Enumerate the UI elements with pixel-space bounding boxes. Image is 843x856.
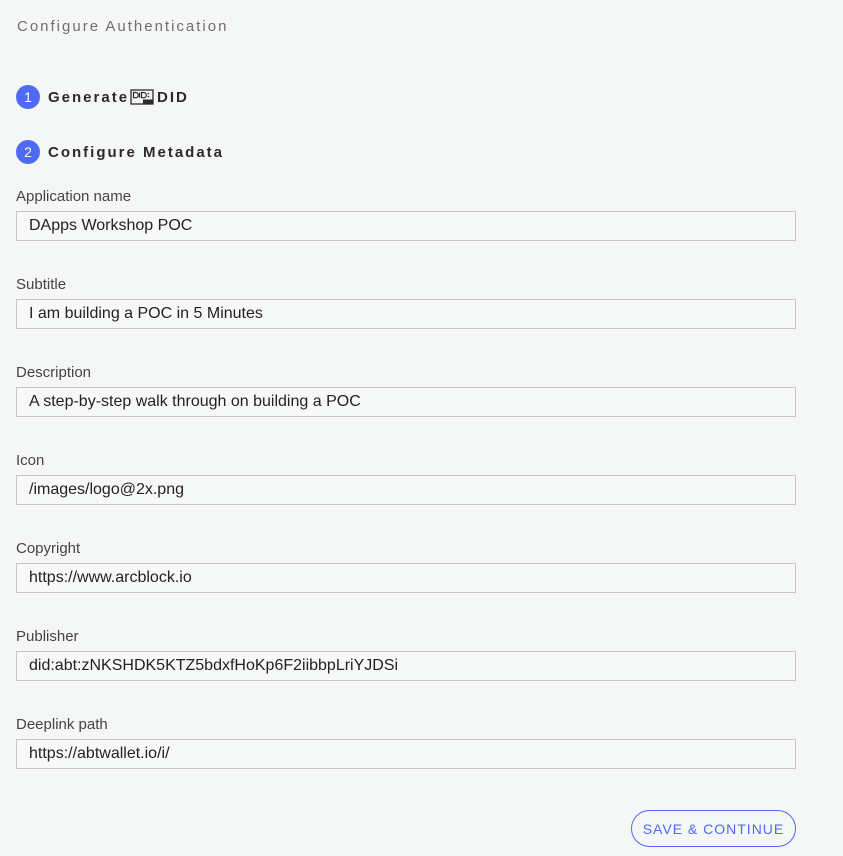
field-label: Publisher (16, 628, 79, 645)
step-configure-metadata (16, 140, 224, 164)
application-name-field (16, 188, 796, 241)
description-input[interactable] (16, 387, 796, 417)
field-label: Subtitle (16, 276, 67, 293)
field-label: Description (16, 364, 92, 381)
field-label: Deeplink path (16, 716, 108, 733)
deeplink-path-field (16, 716, 796, 769)
step-generate-did (16, 85, 189, 109)
publisher-input[interactable] (16, 651, 796, 681)
subtitle-input[interactable] (16, 299, 796, 329)
step-label: Configure Metadata (48, 143, 225, 161)
deeplink-path-input[interactable] (16, 739, 796, 769)
publisher-field (16, 628, 796, 681)
save-continue-button[interactable]: SAVE & CONTINUE (631, 810, 796, 847)
application-name-input[interactable] (16, 211, 796, 241)
subtitle-field (16, 276, 796, 329)
field-label: Icon (16, 452, 45, 469)
icon-field (16, 452, 796, 505)
icon-path-input[interactable] (16, 475, 796, 505)
step-label (48, 89, 189, 106)
description-field (16, 364, 796, 417)
field-label: Copyright (16, 540, 81, 557)
step-number-badge: 2 (16, 140, 40, 164)
copyright-input[interactable] (16, 563, 796, 593)
page-title: Configure Authentication (17, 18, 229, 35)
step-number-badge: 1 (16, 85, 40, 109)
step-label-text: DID (157, 88, 189, 106)
step-label-text: Generate (48, 88, 130, 106)
did-logo-icon (130, 89, 154, 105)
copyright-field (16, 540, 796, 593)
field-label: Application name (16, 188, 132, 205)
